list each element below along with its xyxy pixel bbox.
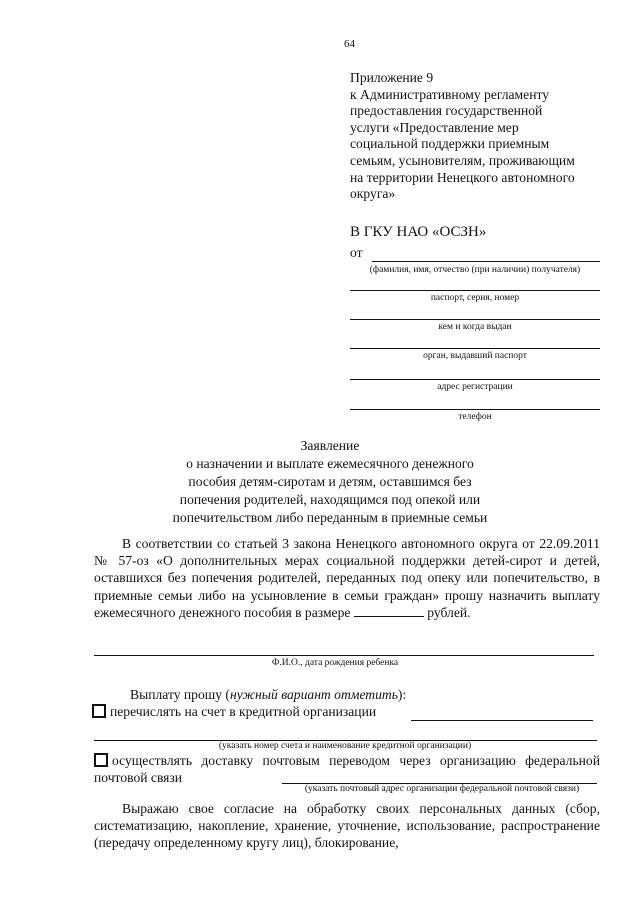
title-line: попечения родителей, находящимся под опекой или [179,492,481,507]
payment-intro-end: ): [397,687,407,702]
application-title [160,437,500,527]
appendix-line: предоставления государственной [350,103,543,119]
request-text-end: рублей. [427,604,471,620]
passport-field[interactable] [350,290,600,291]
from-label: от [350,245,363,260]
payment-intro-italic: нужный вариант отметить [229,687,398,702]
payment-intro-text: Выплату прошу ( [130,687,230,702]
option-post [94,752,600,786]
option-bank-checkbox[interactable] [92,704,106,718]
appendix-line: услуги «Предоставление мер [350,119,519,135]
appendix-line: социальной поддержки приемным [350,136,550,152]
option-bank-label: перечислять на счет в кредитной организации [110,704,377,719]
issuing-authority-field[interactable] [350,348,600,349]
option-post-checkbox[interactable] [94,753,108,767]
title-line: попечительством либо переданным в приемные семьи [172,510,488,525]
option-post-label: осуществлять доставку почтовым переводом через организацию федеральной почтовой связи [94,753,600,786]
field-caption-issued: кем и когда выдан [438,322,512,332]
field-caption-phone: телефон [458,412,492,422]
registration-address-field[interactable] [350,379,600,380]
title-line: пособия детям-сиротам и детям, оставшимся без [188,474,472,489]
appendix-line: округа» [350,186,396,202]
applicant-name-field[interactable] [372,261,600,262]
option-bank-caption: (указать номер счета и наименование кредитной организации) [218,741,472,751]
phone-field[interactable] [350,409,600,410]
issued-by-field[interactable] [350,319,600,320]
page-number: 64 [344,38,355,50]
field-caption-name: (фамилия, имя, отчество (при наличии) получателя) [369,265,581,275]
bank-account-field[interactable] [411,720,593,721]
addressee: В ГКУ НАО «ОСЗН» [350,224,487,240]
request-paragraph [94,535,600,621]
appendix-line: Приложение 9 [350,70,434,85]
consent-text: Выражаю свое согласие на обработку своих персональных данных (сбор, систематизацию, накопление, хранение, уточнение, использование, распространение (передачу определенному кругу лиц), блокирование, [94,801,600,851]
appendix-header [350,70,620,203]
request-text: В соответствии со статьей 3 закона Ненецкого автономного округа от 22.09.2011 № 57-оз «О дополнительных мерах социальной поддержки детей-сирот и детей, оставшихся без попечения родителей, переданных под опеку или попечительство, в приемные семьи либо на усыновление в семьи граждан» прошу назначить выплату ежемесячного денежного пособия в размере [94,536,600,620]
appendix-line: на территории Ненецкого автономного [350,169,575,185]
child-info-field[interactable] [94,655,594,656]
payment-intro [94,686,600,703]
child-caption: Ф.И.О., дата рождения ребенка [271,658,399,668]
field-caption-passport: паспорт, серия, номер [430,293,520,303]
option-post-caption: (указать почтовый адрес организации федеральной почтовой связи) [304,784,580,794]
title-heading: Заявление [300,438,360,453]
title-line: о назначении и выплате ежемесячного денежного [186,456,474,471]
appendix-line: семьям, усыновителям, проживающим [350,152,575,168]
amount-field[interactable] [354,604,424,617]
consent-paragraph [94,800,600,852]
appendix-line: к Административному регламенту [350,86,550,102]
field-caption-address: адрес регистрации [437,382,513,392]
field-caption-authority: орган, выдавший паспорт [423,351,527,361]
option-bank [92,704,376,720]
